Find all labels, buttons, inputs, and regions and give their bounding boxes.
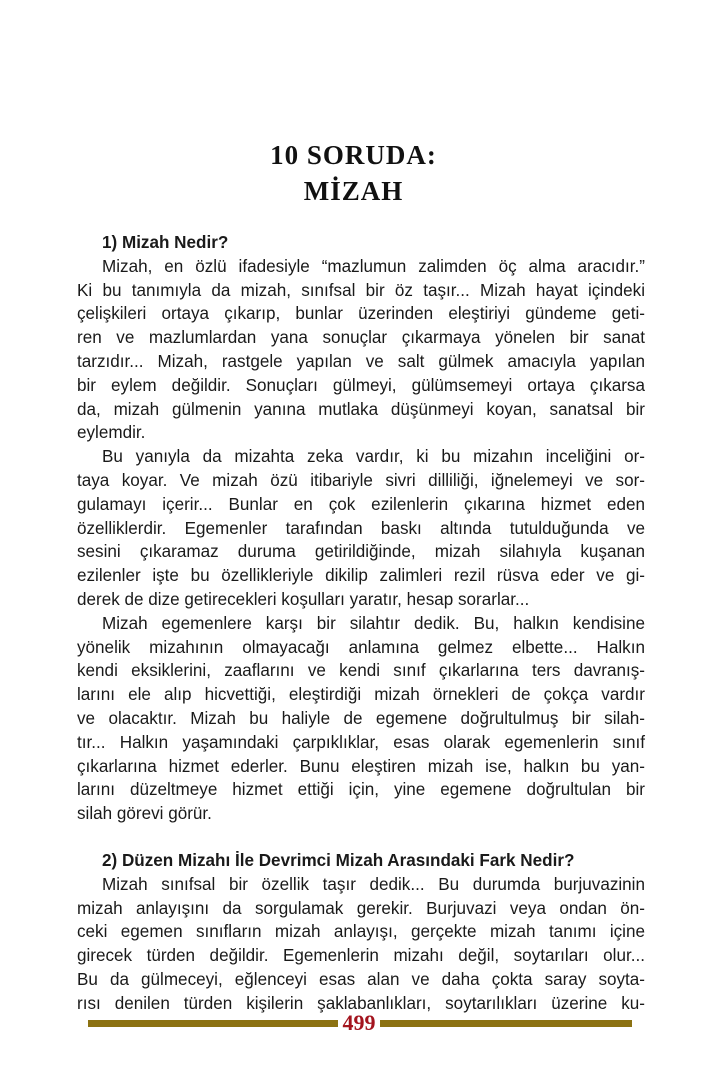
page-number: 499	[342, 1010, 376, 1035]
footer-rule-left	[88, 1020, 338, 1027]
text-line: ezilenler işte bu özellikleriyle dikilip zalimleri rezil rüsva eder ve gi-	[77, 566, 645, 586]
text-line: ceki egemen sınıfların mizah anlayışı, gerçekte mizah tanımı içine	[77, 922, 645, 942]
text-line: Mizah, en özlü ifadesiyle “mazlumun zalimden öç alma aracıdır.”	[102, 256, 645, 276]
text-line: çıkarlarına hizmet ederler. Bunu eleştiren mizah ise, halkın bu yan-	[77, 756, 645, 776]
text-line: çelişkileri ortaya çıkarıp, bunlar üzerinden eleştiriyi gündeme geti-	[77, 304, 645, 324]
text-line: girecek türden değildir. Egemenlerin mizahı değil, soytarıları olur...	[77, 946, 645, 966]
section-heading: 1) Mizah Nedir?	[102, 233, 229, 252]
text-line: ren ve mazlumlardan yana sonuçlar çıkarmaya yönelen bir sanat	[77, 328, 645, 348]
text-line: larını düzeltmeye hizmet ettiği için, yine egemene doğrultulan bir	[77, 780, 645, 800]
text-line: derek de dize getirecekleri koşulları yaratır, hesap sorarlar...	[77, 589, 530, 609]
text-line: silah görevi görür.	[77, 804, 212, 824]
text-line: mizah anlayışını da sorgulamak gerekir. Burjuvazi veya ondan ön-	[77, 898, 645, 918]
footer-rule-right	[380, 1020, 632, 1027]
text-line: Mizah sınıfsal bir özellik taşır dedik... Bu durumda burjuvazinin	[102, 874, 645, 894]
text-line: tır... Halkın yaşamındaki çarpıklıklar, esas olarak egemenlerin sınıf	[77, 732, 645, 752]
text-line: da, mizah gülmenin yanına mutlaka düşünmeyi koyan, sanatsal bir	[77, 399, 645, 419]
text-line: Bu yanıyla da mizahta zeka vardır, ki bu mizahın inceliğini or-	[102, 447, 645, 467]
text-line: larını ele alıp hicvettiği, eleştirdiği mizah örnekleri de çokça vardır	[77, 685, 645, 705]
text-line: Bu da gülmeceyi, eğlenceyi esas alan ve daha çokta saray soyta-	[77, 969, 645, 989]
text-line: sesini çıkaramaz duruma getirildiğinde, mizah silahıyla kuşanan	[77, 542, 645, 562]
text-line: Ki bu tanımıyla da mizah, sınıfsal bir öz taşır... Mizah hayat içindeki	[77, 280, 645, 300]
text-line: ve olacaktır. Mizah bu haliyle de egemene doğrultulmuş bir silah-	[77, 708, 645, 728]
article-body	[77, 231, 645, 1016]
text-line: kendi eksiklerini, zaaflarını ve kendi sınıf çıkarlarına ters davranış-	[77, 661, 645, 681]
page-title-line2: MİZAH	[303, 176, 404, 206]
text-line: yönelik mizahının olmayacağı anlamına gelmez elbette... Halkın	[77, 637, 645, 657]
text-line: taya koyar. Ve mizah özü itibariyle sivri dilliliği, iğnelemeyi ve sor-	[77, 470, 645, 490]
text-line: gulamayı içerir... Bunlar en çok ezilenlerin çıkarına hizmet eden	[77, 494, 645, 514]
text-line: özelliklerdir. Egemenler tarafından baskı altında tutulduğunda ve	[77, 518, 645, 538]
text-line: tarzıdır... Mizah, rastgele yapılan ve salt gülmek amacıyla yapılan	[77, 351, 645, 371]
text-line: rısı denilen türden kişilerin şaklabanlıkları, soytarılıkları üzerine ku-	[77, 993, 645, 1013]
page-title-line1: 10 SORUDA:	[270, 140, 437, 170]
section-heading: 2) Düzen Mizahı İle Devrimci Mizah Arasındaki Fark Nedir?	[102, 850, 575, 870]
text-line: Mizah egemenlere karşı bir silahtır dedik. Bu, halkın kendisine	[102, 613, 645, 633]
section-gap	[77, 826, 645, 849]
text-line: bir eylem değildir. Sonuçları gülmeyi, gülümsemeyi ortaya çıkarsa	[77, 375, 645, 395]
text-line: eylemdir.	[77, 423, 146, 443]
